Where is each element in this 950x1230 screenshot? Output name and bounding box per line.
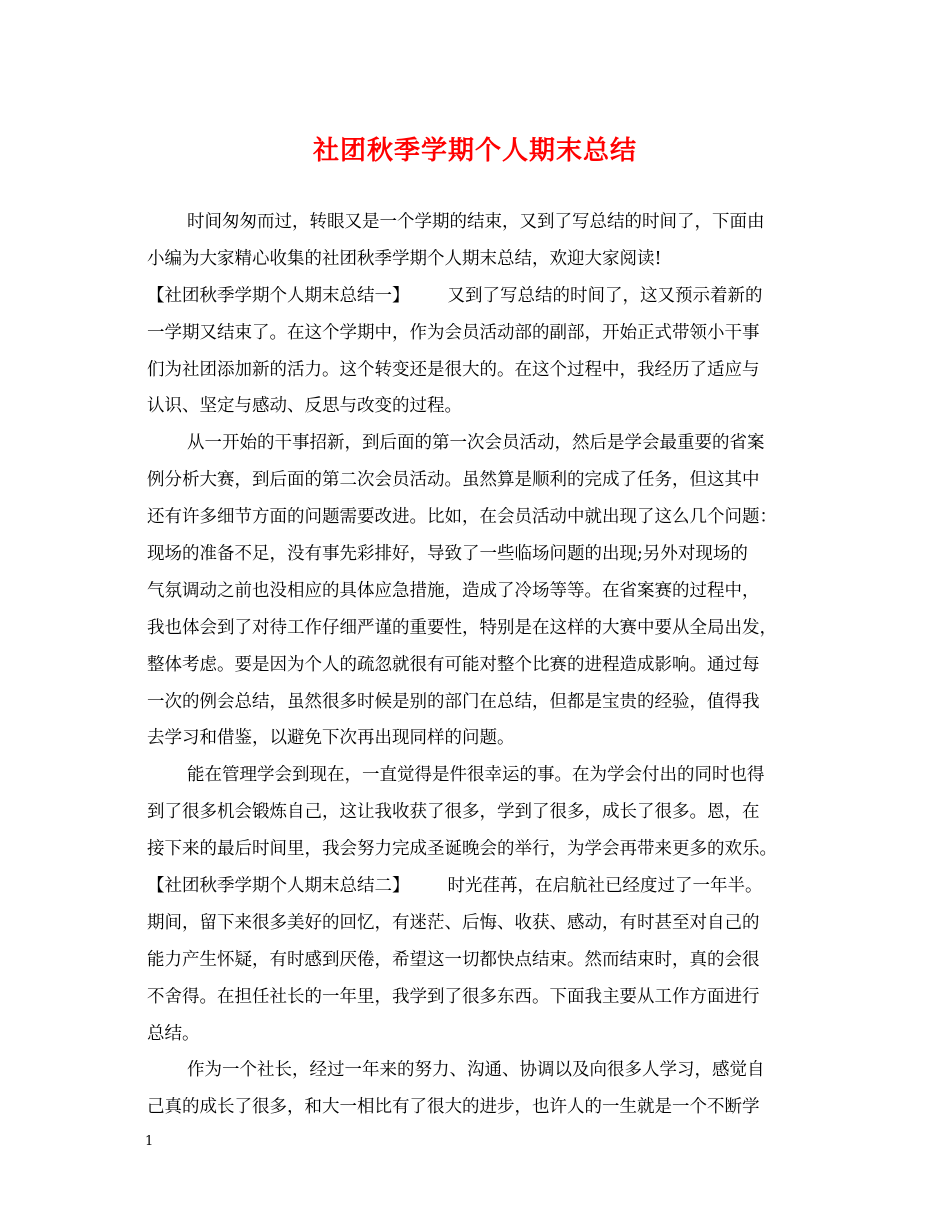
body-line bbox=[147, 204, 813, 241]
body-line bbox=[147, 979, 813, 1016]
line-text: 时间匆匆而过，转眼又是一个学期的结束，又到了写总结的时间了，下面由 bbox=[187, 212, 765, 232]
body-line bbox=[147, 278, 813, 315]
line-text: 例分析大赛，到后面的第二次会员活动。虽然算是顺利的完成了任务，但这其中 bbox=[147, 470, 760, 491]
body-line bbox=[147, 905, 813, 942]
body-line bbox=[147, 499, 813, 536]
page-number: 1 bbox=[145, 1134, 154, 1149]
line-text: 我也体会到了对待工作仔细严谨的重要性，特别是在这样的大赛中要从全局出发， bbox=[147, 617, 777, 638]
body-line bbox=[147, 942, 813, 979]
body-line bbox=[147, 241, 813, 278]
line-text: 能在管理学会到现在，一直觉得是件很幸运的事。在为学会付出的同时也得 bbox=[187, 765, 765, 786]
line-text: 认识、坚定与感动、反思与改变的过程。 bbox=[147, 396, 462, 417]
body-line bbox=[147, 425, 813, 462]
line-text: 时光荏苒，在启航社已经度过了一年半。 bbox=[447, 876, 763, 897]
body-line bbox=[147, 1052, 813, 1089]
body-line bbox=[147, 684, 813, 721]
body-line bbox=[147, 573, 813, 610]
line-text: 作为一个社长，经过一年来的努力、沟通、协调以及向很多人学习，感觉自 bbox=[187, 1060, 765, 1081]
body-line bbox=[147, 462, 813, 499]
line-text: 己真的成长了很多，和大一相比有了很大的进步，也许人的一生就是一个不断学 bbox=[147, 1097, 760, 1118]
body-line bbox=[147, 1016, 813, 1053]
document-title: 社团秋季学期个人期末总结 bbox=[312, 136, 637, 166]
body-line bbox=[147, 1089, 813, 1126]
body-line bbox=[147, 388, 813, 425]
body-line bbox=[147, 831, 813, 868]
line-text: 们为社团添加新的活力。这个转变还是很大的。在这个过程中，我经历了适应与 bbox=[147, 359, 760, 380]
line-text: 期间，留下来很多美好的回忆，有迷茫、后悔、收获、感动，有时甚至对自己的 bbox=[147, 912, 760, 933]
body-line bbox=[147, 757, 813, 794]
document-body bbox=[147, 204, 813, 1126]
body-line bbox=[147, 794, 813, 831]
line-text: 小编为大家精心收集的社团秋季学期个人期末总结，欢迎大家阅读! bbox=[147, 248, 662, 269]
body-line bbox=[147, 720, 813, 757]
section-heading: 【社团秋季学期个人期末总结二】 bbox=[147, 876, 410, 897]
body-line bbox=[147, 610, 813, 647]
line-text: 又到了写总结的时间了，这又预示着新的 bbox=[447, 285, 763, 306]
line-text: 从一开始的干事招新，到后面的第一次会员活动，然后是学会最重要的省案 bbox=[187, 433, 765, 454]
line-text: 气氛调动之前也没相应的具体应急措施，造成了冷场等等。在省案赛的过程中， bbox=[147, 580, 760, 601]
line-text: 一学期又结束了。在这个学期中，作为会员活动部的副部，开始正式带领小干事 bbox=[147, 322, 760, 343]
body-line bbox=[147, 315, 813, 352]
body-line bbox=[147, 536, 813, 573]
line-text: 一次的例会总结，虽然很多时候是别的部门在总结，但都是宝贵的经验，值得我 bbox=[147, 691, 760, 712]
section-heading: 【社团秋季学期个人期末总结一】 bbox=[147, 285, 410, 306]
line-text: 不舍得。在担任社长的一年里，我学到了很多东西。下面我主要从工作方面进行 bbox=[147, 986, 760, 1007]
line-text: 去学习和借鉴，以避免下次再出现同样的问题。 bbox=[147, 728, 515, 749]
line-text: 还有许多细节方面的问题需要改进。比如，在会员活动中就出现了这么几个问题： bbox=[147, 507, 777, 528]
body-line bbox=[147, 868, 813, 905]
line-text: 接下来的最后时间里，我会努力完成圣诞晚会的举行，为学会再带来更多的欢乐。 bbox=[147, 839, 777, 860]
line-text: 现场的准备不足，没有事先彩排好，导致了一些临场问题的出现;另外对现场的 bbox=[147, 544, 748, 565]
line-text: 整体考虑。要是因为个人的疏忽就很有可能对整个比赛的进程造成影响。通过每 bbox=[147, 654, 760, 675]
line-text: 总结。 bbox=[147, 1023, 200, 1044]
body-line bbox=[147, 647, 813, 684]
body-line bbox=[147, 352, 813, 389]
line-text: 到了很多机会锻炼自己，这让我收获了很多，学到了很多，成长了很多。恩，在 bbox=[147, 802, 760, 823]
line-text: 能力产生怀疑，有时感到厌倦，希望这一切都快点结束。然而结束时，真的会很 bbox=[147, 949, 760, 970]
